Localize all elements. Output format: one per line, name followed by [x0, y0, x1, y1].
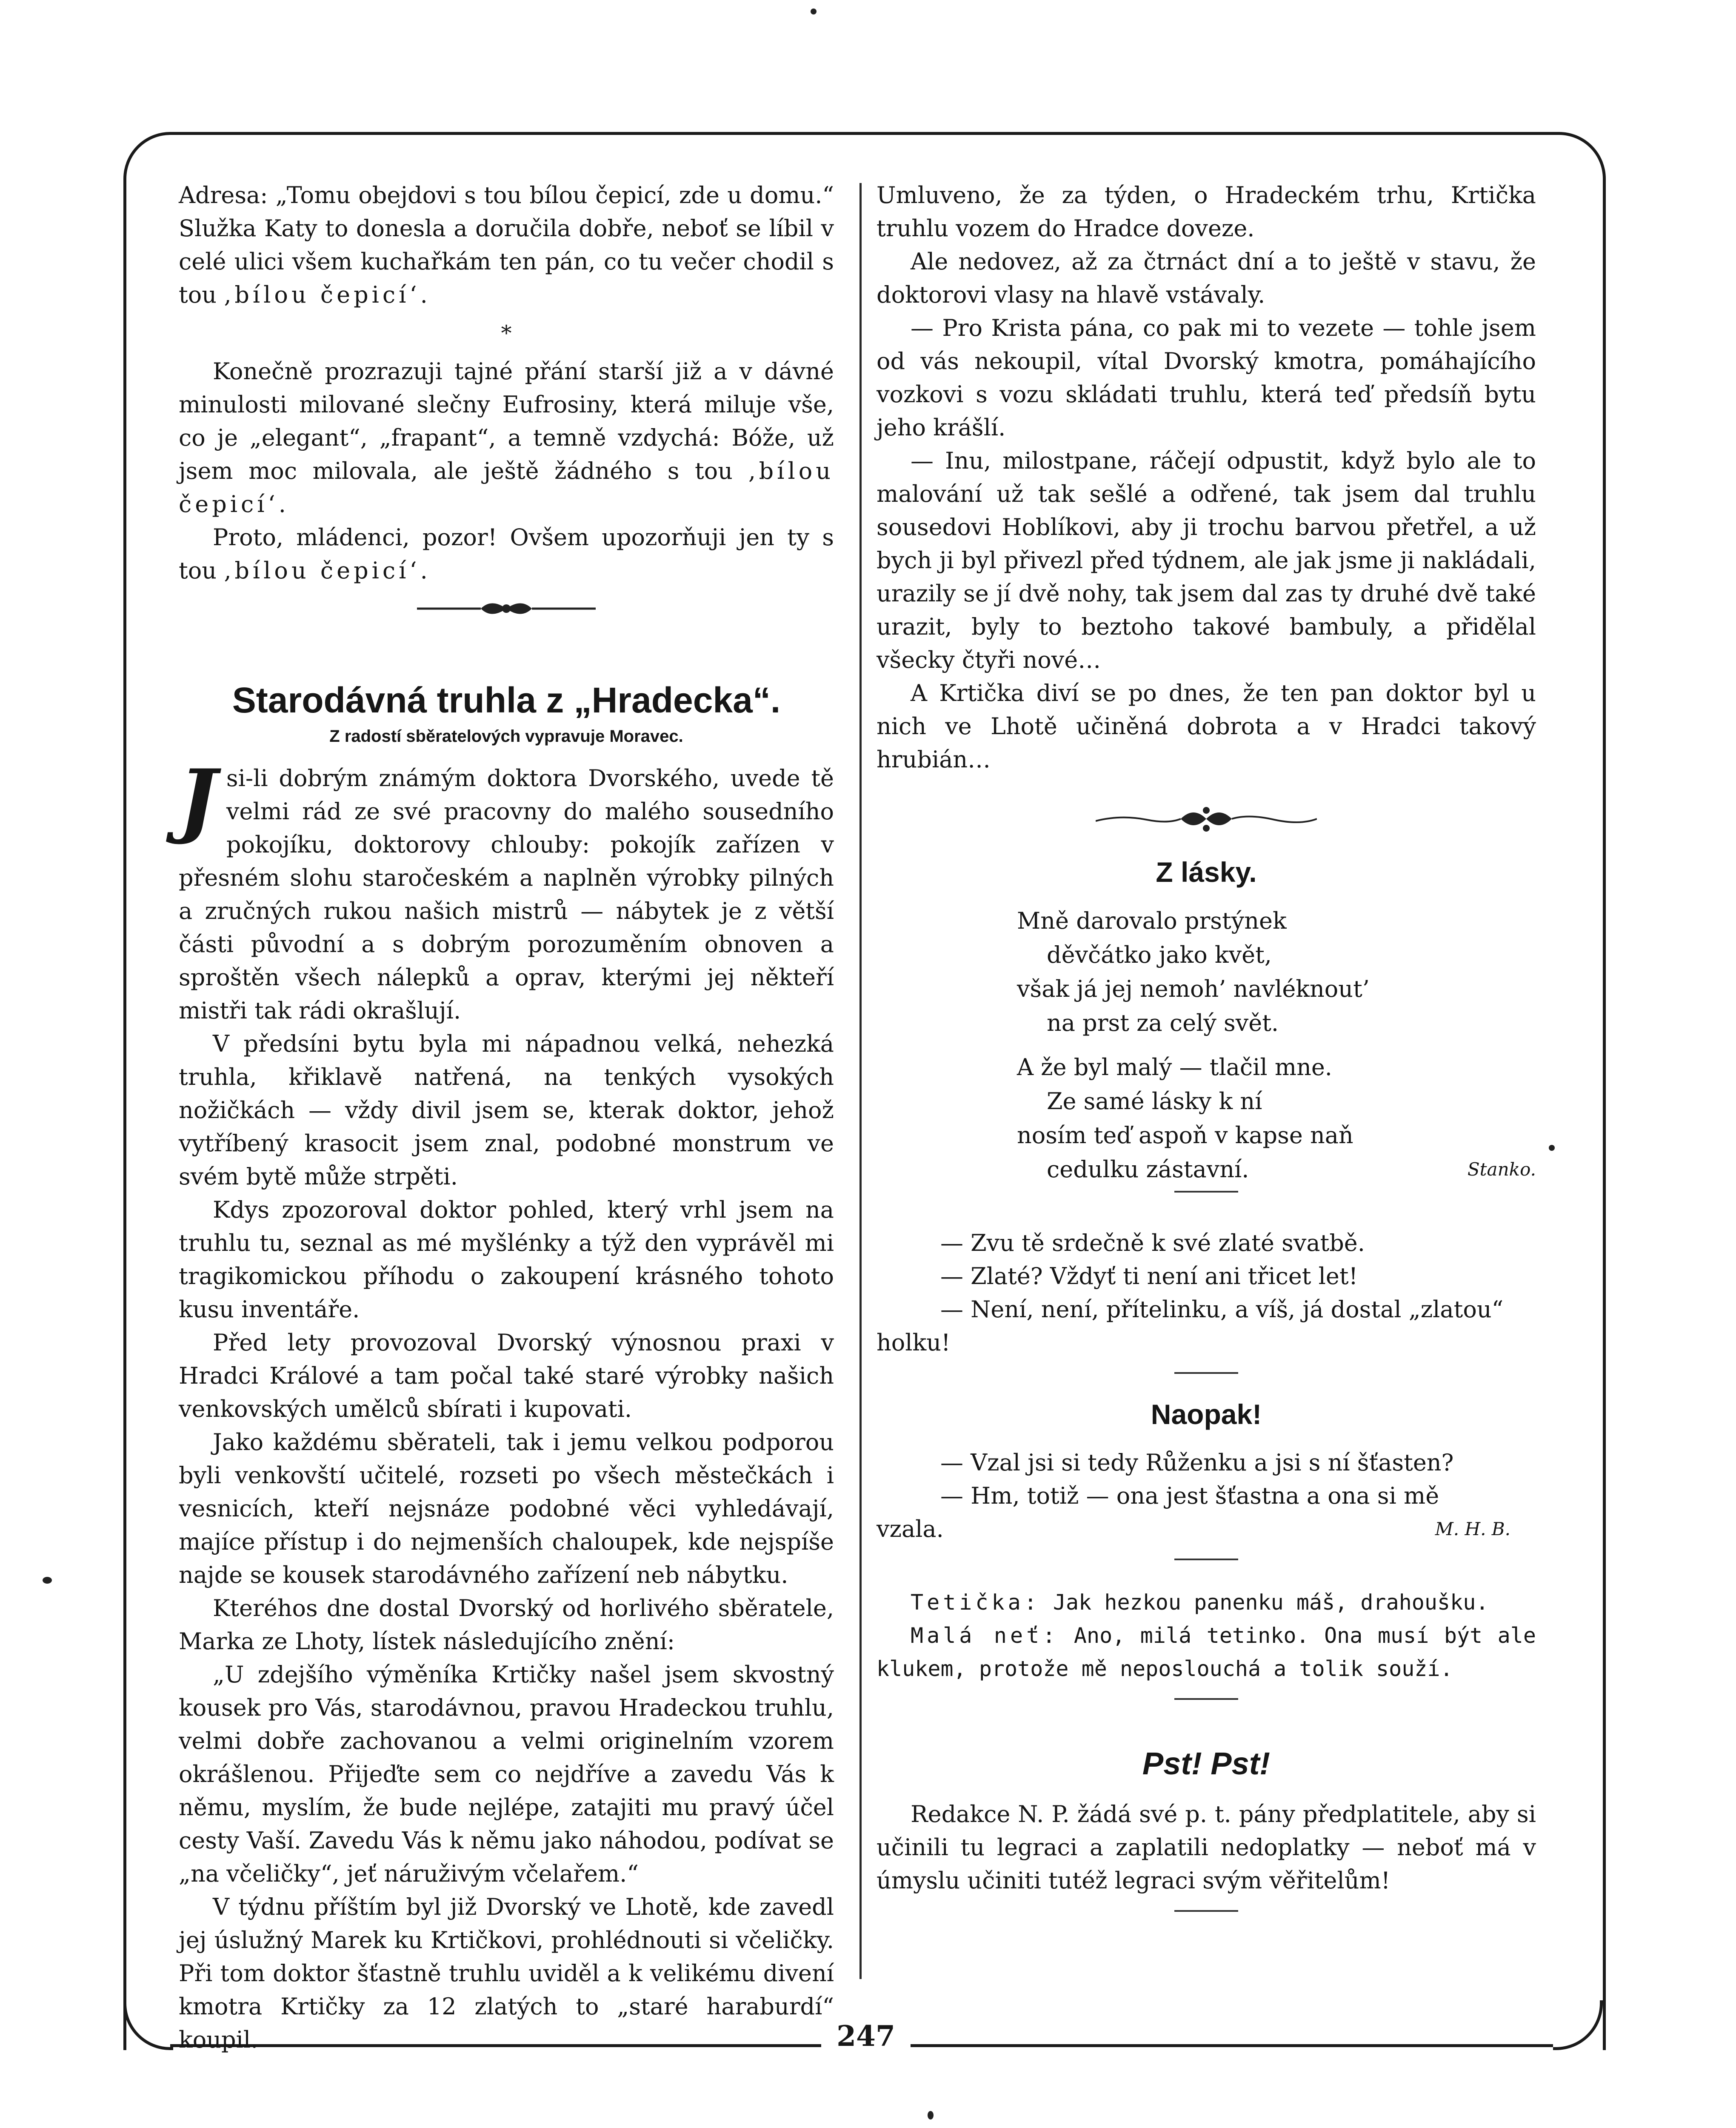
column-divider: [859, 183, 862, 1979]
poem-line: cedulku zástavní.: [1047, 1156, 1249, 1183]
left-column: [179, 179, 834, 2056]
right-column: [877, 179, 1536, 1925]
paragraph: V týdnu příštím byl již Dvorský ve Lhotě, kde zavedl jej úslužný Marek ku Krtičkovi, prohlédnouti si včeličky. Při tom doktor šťastně truhlu uviděl a k velikému divení kmotra Krtičky za 12 zlatých to „staré haraburdí“ koupil.: [179, 1893, 834, 2053]
paragraph: [179, 521, 834, 587]
asterisk-separator: *: [501, 321, 512, 346]
paragraph: Před lety provozoval Dvorský výnosnou praxi v Hradci Králové a tam počal také staré výrobky našich venkovských umělců sbírati i kupovati.: [179, 1329, 834, 1422]
poem-line: Mně darovalo prstýnek: [1017, 907, 1287, 934]
paragraph: Ale nedovez, až za čtrnáct dní a to ještě v stavu, že doktorovi vlasy na hlavě vstávaly.: [877, 248, 1536, 308]
pst-title: Pst! Pst!: [1142, 1746, 1271, 1781]
spaced-text: ‚bílou čepicí‘.: [224, 281, 431, 308]
paragraph-text: si-li dobrým známým doktora Dvorského, uvede tě velmi rád ze své pracovny do malého sousedního pokojíku, doktorovy chlouby: pokojík zařízen v přesném slohu staročeském a naplněn výrobky pilných a zručných rukou našich mistrů — nábytek je z větší části původní a s dobrým porozuměním obnoven a sproštěn všech nálepků a oprav, kterými jej někteří mistři tak rádi okrašlují.: [179, 765, 834, 1024]
spaced-text: ‚bílou čepicí‘.: [224, 557, 431, 584]
dialog-line: — Zvu tě srdečně k své zlaté svatbě.: [940, 1230, 1365, 1256]
paragraph: „U zdejšího výměníka Krtičky našel jsem skvostný kousek pro Vás, starodávnou, pravou Hradeckou truhlu, velmi dobře zachovanou a velmi originelním vzorem okrášlenou. Přijeďte sem co nejdříve a zavedu Vás k němu, myslím, že bude nejlépe, zatajiti mu pravý účel cesty Vaší. Zavedu Vás k němu jako náhodou, podívat se „na včeličky“, jeť náruživým včelařem.“: [179, 1661, 834, 1887]
paragraph-text: Konečně prozrazuji tajné přání starší již a v dávné minulosti milované slečny Eufrosiny, která miluje vše, co je „elegant“, „frapant“, a temně vzdychá: Bóže, už jsem moc milovala, ale ještě žádného s tou: [179, 358, 834, 484]
article-subtitle: Z radostí sběratelových vypravuje Moravec.: [329, 727, 683, 746]
paragraph: — Pro Krista pána, co pak mi to vezete — tohle jsem od vás nekoupil, vítal Dvorský kmotra, pomáhajícího vozkovi s vozu skládati truhlu, která teď předsíň bytu jeho krášlí.: [877, 315, 1536, 441]
paragraph: Kteréhos dne dostal Dvorský od horlivého sběratele, Marka ze Lhoty, lístek následujícího znění:: [179, 1595, 834, 1655]
scan-speck: [43, 1577, 52, 1584]
paragraph: [179, 179, 834, 312]
paragraph: [877, 1619, 1536, 1685]
paragraph: A Krtička diví se po dnes, že ten pan doktor byl u nich ve Lhotě učiněná dobrota a v Hradci takový hrubián…: [877, 680, 1536, 773]
short-rule: [1174, 1698, 1238, 1700]
paragraph: Redakce N. P. žádá své p. t. pány předplatitele, aby si učinili tu legraci a zaplatili nedoplatky — neboť má v úmyslu učiniti tutéž legraci svým věřitelům!: [877, 1801, 1536, 1894]
drop-cap: J: [179, 752, 217, 847]
naopak-block: [877, 1446, 1536, 1546]
short-rule: [1174, 1910, 1238, 1912]
dialog-line: — Vzal jsi si tedy Růženku a jsi s ní šťasten?: [940, 1449, 1454, 1476]
poem-line: nosím teď aspoň v kapse naň: [1017, 1122, 1353, 1149]
dialog-line: — Hm, totiž — ona jest šťastna a ona si mě: [940, 1482, 1439, 1509]
ornament-divider: [417, 596, 596, 621]
dialog-line: — Není, není, přítelinku, a víš, já dostal „zlatou“: [940, 1296, 1504, 1323]
scan-speck: [928, 2111, 934, 2119]
spaced-text: ‚bílou čepicí‘.: [179, 458, 834, 518]
dialog-line: holku!: [877, 1329, 951, 1356]
poem: [1017, 904, 1536, 1187]
poem-signature: Stanko.: [1467, 1159, 1536, 1180]
poem-last-line: [1017, 1153, 1536, 1187]
naopak-title: Naopak!: [1151, 1399, 1262, 1430]
dialog-line: — Zlaté? Vždyť ti není ani třicet let!: [940, 1263, 1358, 1290]
paragraph-text: Ano, milá tetinko. Ona musí být ale klukem, protože mě neposlouchá a tolik souží.: [877, 1623, 1536, 1681]
poem-line: však já jej nemoh’ navléknout’: [1017, 975, 1370, 1002]
poem-line: Ze samé lásky k ní: [1047, 1088, 1262, 1115]
dialog-block: [877, 1227, 1536, 1359]
page-number: 247: [837, 2019, 895, 2053]
paragraph: Umluveno, že za týden, o Hradeckém trhu, Krtička truhlu vozem do Hradce doveze.: [877, 182, 1536, 242]
short-rule: [1174, 1372, 1238, 1374]
poem-line: na prst za celý svět.: [1047, 1010, 1279, 1036]
short-rule: [1174, 1191, 1238, 1193]
naopak-last-line: [877, 1513, 1536, 1546]
dialog-line: vzala.: [877, 1516, 944, 1542]
paragraph: [179, 355, 834, 521]
paragraph: [179, 752, 834, 1027]
bottom-rule-right: [911, 2044, 1553, 2047]
paragraph: Jako každému sběrateli, tak i jemu velkou podporou byli venkovští učitelé, rozseti po všech městečkách i vesnicích, kteří nejsnáze podobné věci vyhledávají, majíce přístup i do nejmenších chaloupek, kde nejspíše najde se kousek starodávného zařízení neb nábytku.: [179, 1429, 834, 1588]
paragraph-text: Proto, mládenci, pozor! Ovšem upozorňuji jen ty s tou: [179, 524, 834, 584]
speaker-label: Tetička:: [911, 1590, 1040, 1615]
poem-line: A že byl malý — tlačil mne.: [1017, 1054, 1332, 1081]
poem-line: děvčátko jako květ,: [1047, 941, 1272, 968]
paragraph-text: Jak hezkou panenku máš, drahoušku.: [1040, 1590, 1489, 1615]
speaker-label: Malá neť:: [911, 1623, 1059, 1648]
scan-speck: [811, 9, 817, 14]
paragraph: Kdys zpozoroval doktor pohled, který vrhl jsem na truhlu tu, seznal as mé myšlénky a týž den vyprávěl mi tragikomickou příhodu o zakoupení krásného tohoto kusu inventáře.: [179, 1196, 834, 1323]
naopak-signature: M. H. B.: [1435, 1519, 1510, 1539]
short-rule: [1174, 1559, 1238, 1560]
ornament-divider: [1096, 802, 1317, 836]
paragraph: — Inu, milostpane, ráčejí odpustit, když bylo ale to malování už tak sešlé a odřené, tak jsem dal truhlu sousedovi Hoblíkovi, aby ji trochu barvou přetřel, a už bych ji byl přivezl před týdnem, ale jak jsme ji nakládali, urazily se jí dvě nohy, tak jsem dal zas ty druhé dvě také urazit, byly to beztoho takové bambuly, a přidělal všecky čtyři nové…: [877, 447, 1536, 673]
paragraph-text: Adresa: „Tomu obejdovi s tou bílou čepicí, zde u domu.“ Služka Katy to donesla a doručila dobře, neboť se líbil v celé ulici všem kuchařkám ten pán, co tu večer chodil s tou: [179, 182, 834, 308]
paragraph: V předsíni bytu byla mi nápadnou velká, nehezká truhla, křiklavě natřená, na tenkých vysokých nožičkách — vždy divil jsem se, kterak doktor, jehož vytříbený krasocit jsem znal, podobné monstrum ve svém bytě může strpěti.: [179, 1030, 834, 1190]
scan-speck: [1549, 1145, 1555, 1151]
paragraph: [877, 1586, 1536, 1619]
poem-title: Z lásky.: [1156, 856, 1257, 888]
article-title: Starodávná truhla z „Hradecka“.: [232, 680, 781, 720]
